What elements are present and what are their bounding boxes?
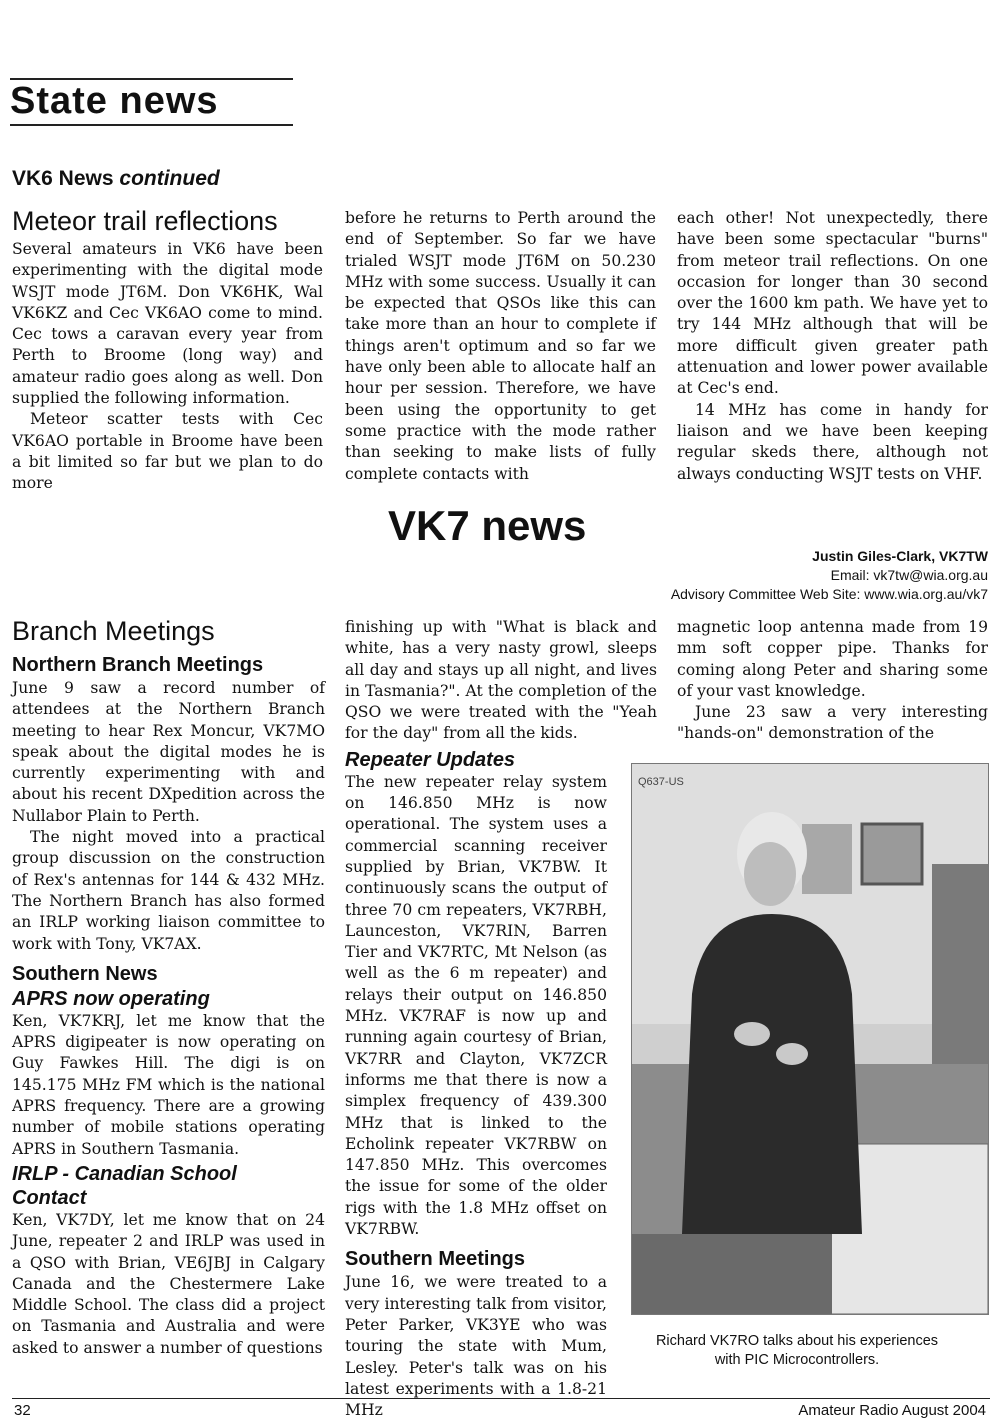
southern-news-heading: Southern News [12, 962, 158, 985]
meteor-heading: Meteor trail reflections [12, 206, 278, 236]
col3-paragraph-2: June 23 saw a very interesting "hands-on" demonstration of the [677, 703, 988, 743]
vk6-column-3 [677, 208, 988, 485]
publication-footer: Amateur Radio August 2004 [798, 1402, 986, 1419]
vk7-author: Justin Giles-Clark, VK7TW [812, 548, 988, 564]
photo-illustration [632, 764, 988, 1314]
vk7-email: Email: vk7tw@wia.org.au [830, 567, 988, 583]
vk7-credits [671, 547, 988, 604]
vk7-website: Advisory Committee Web Site: www.wia.org.au/vk7 [670, 586, 988, 602]
southern-meetings-paragraph: June 16, we were treated to a very interesting talk from visitor, Peter Parker, VK3YE who was touring the state with Mum, Lesley. Peter's talk was on his latest experiments with a 1.8-21 MHz [345, 1273, 607, 1420]
footer-rule [12, 1398, 990, 1399]
photo-caption [622, 1332, 972, 1370]
southern-meetings-heading: Southern Meetings [345, 1248, 526, 1271]
subsection-title-italic: continued [119, 167, 220, 190]
aprs-heading: APRS now operating [12, 987, 210, 1010]
header-bottom-rule [10, 124, 293, 126]
vk6-col3-paragraph: each other! Not unexpectedly, there have been some spectacular "burns" from meteor trail reflections. On one occasion for longer than 30 second over the 1600 km path. We have yet to try 144 MHz although that will be more difficult given greater path attenuation and lower power available at Cec's end. [677, 209, 988, 398]
northern-paragraph-2: The night moved into a practical group discussion on the construction of Rex's antennas for 144 & 432 MHz. The Northern Branch has also formed an IRLP working liaison committee to work with Tony, VK7AX. [12, 828, 325, 953]
vk6-col1-paragraph: Meteor scatter tests with Cec VK6AO portable in Broome have been a bit limited so far but we plan to do more [12, 410, 323, 493]
vk7-column-1 [12, 616, 325, 1359]
vk6-col2-paragraph: before he returns to Perth around the end of September. So far we have trialed WSJT mode JT6M on 50.230 MHz with some success. Usually it can be expected that QSOs like this can take more than an hour to complete if things aren't optimum and so far we have only been able to allocate half an hour per session. Therefore, we have been using the opportunity to get some practice with the mode rather than seeking to make lists of fully complete contacts with [345, 209, 656, 483]
page-number: 32 [14, 1402, 31, 1419]
subsection-title [12, 166, 220, 192]
vk6-col3-paragraph: 14 MHz has come in handy for liaison and we have been keeping regular skeds there, although not always conducting WSJT tests on VHF. [677, 400, 988, 483]
subsection-title-regular: VK6 News [12, 167, 120, 190]
col2-paragraph-1: finishing up with "What is black and white, has a very nasty growl, sleeps all day and stays up all night, and lives in Tasmania?". At the completion of the QSO we were treated with the "Yeah for the day" from all the kids. [345, 618, 657, 743]
vk7-title: VK7 news [388, 502, 587, 549]
branch-meetings-heading: Branch Meetings [12, 616, 215, 646]
photo-richard [631, 763, 989, 1315]
northern-branch-heading: Northern Branch Meetings [12, 654, 264, 676]
northern-paragraph-1: June 9 saw a record number of attendees at the Northern Branch meeting to hear Rex Moncur, VK7MO speak about the digital modes he is currently experimenting with and about his recent DXpedition across the Nullabor Plain to Perth. [12, 679, 325, 825]
irlp-paragraph: Ken, VK7DY, let me know that on 24 June, repeater 2 and IRLP was used in a QSO with Brian, VE6JBJ in Calgary Canada and the Chestermere Lake Middle School. The class did a project on Tasmania and Australia and were asked to answer a number of questions [12, 1210, 325, 1357]
vk6-column-2 [345, 208, 656, 485]
vk7-column-2 [345, 617, 657, 1421]
caption-line-2: with PIC Microcontrollers. [714, 1352, 880, 1368]
vk6-col1-paragraph: Several amateurs in VK6 have been experimenting with the digital mode WSJT mode JT6M. Don VK6HK, Wal VK6KZ and Cec VK6AO come to mind. Cec tows a caravan every year from Perth to Broome (long way) and amateur radio goes along as well. Don supplied the following information. [12, 240, 323, 408]
repeater-paragraph: The new repeater relay system on 146.850 MHz is now operational. The system uses a commercial scanning receiver supplied by Brian, VK7BW. It continuously scans the output of three 70 cm repeaters, VK7RBH, Launceston, VK7RIN, Barren Tier and VK7RTC, Mt Nelson (as well as the 6 m repeater) and relays their output on 146.850 MHz. VK7RAF is now up and running again courtesy of Brian, VK7RR and Clayton, VK7ZCR informs me that there is now a simplex frequency of 439.300 MHz that is linked to the Echolink repeater VK7RBW on 147.850 MHz. This overcomes the issue for some of the older rigs with the 1.8 MHz offset on VK7RBW. [345, 772, 607, 1239]
aprs-paragraph: Ken, VK7KRJ, let me know that the APRS digipeater is now operating on Guy Fawkes Hill. The digi is on 145.175 MHz FM which is the national APRS frequency. There are a growing number of mobile stations operating APRS in Southern Tasmania. [12, 1011, 325, 1158]
irlp-heading: IRLP - Canadian School Contact [12, 1162, 237, 1209]
caption-line-1: Richard VK7RO talks about his experiences [655, 1333, 939, 1349]
col3-paragraph-1: magnetic loop antenna made from 19 mm soft copper pipe. Thanks for coming along Peter and sharing some of your vast knowledge. [677, 618, 988, 700]
repeater-updates-heading: Repeater Updates [345, 748, 516, 771]
vk7-column-3 [677, 617, 988, 745]
photo-label: Q637-US [638, 776, 684, 788]
vk6-column-1 [12, 206, 323, 495]
section-title: State news [10, 80, 219, 122]
